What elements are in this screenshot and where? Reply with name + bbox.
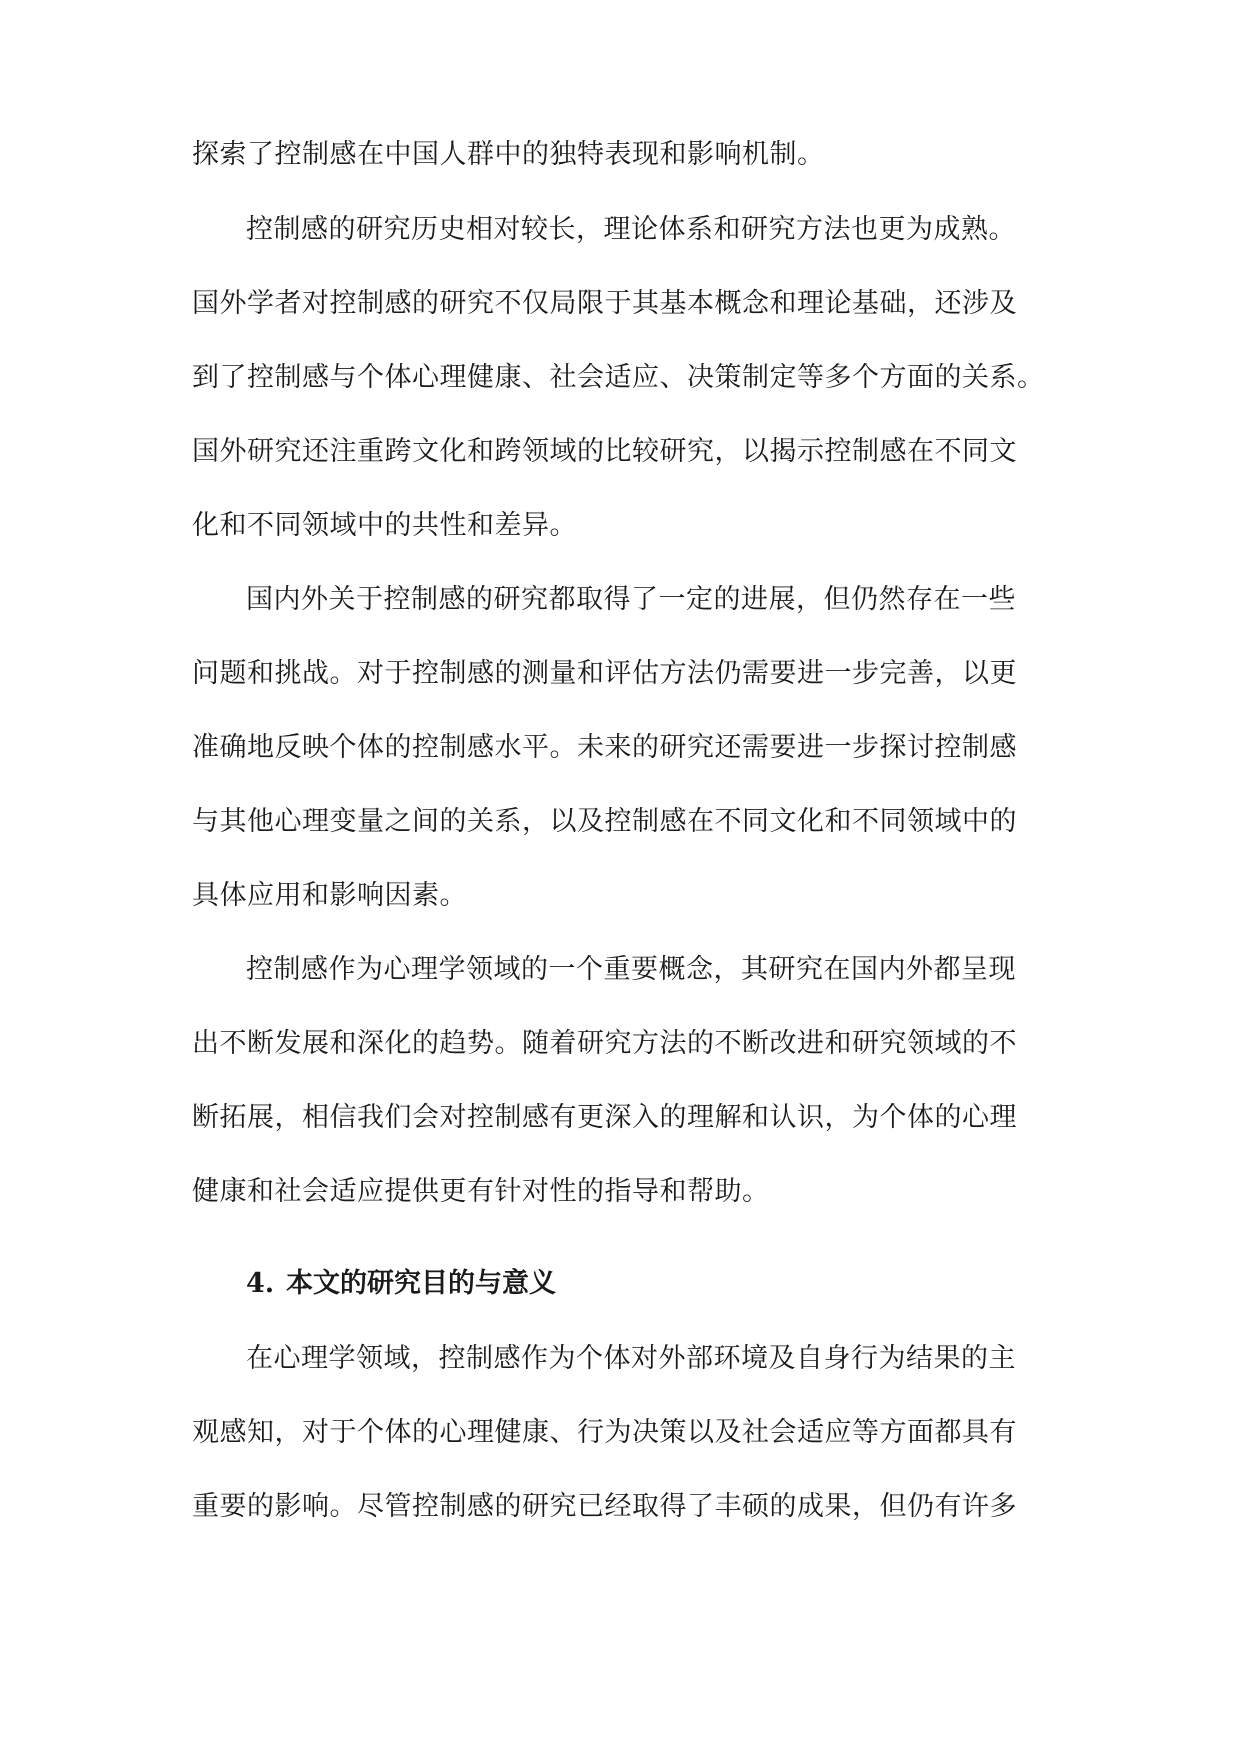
paragraph-line: 准确地反映个体的控制感水平。未来的研究还需要进一步探讨控制感 — [192, 732, 1017, 763]
paragraph-line: 国外研究还注重跨文化和跨领域的比较研究，以揭示控制感在不同文 — [192, 436, 1017, 467]
paragraph-line: 国内外关于控制感的研究都取得了一定的进展，但仍然存在一些 — [246, 584, 1016, 615]
paragraph-line: 与其他心理变量之间的关系，以及控制感在不同文化和不同领域中的 — [192, 806, 1017, 837]
paragraph-line: 控制感作为心理学领域的一个重要概念，其研究在国内外都呈现 — [246, 954, 1016, 985]
paragraph-line: 重要的影响。尽管控制感的研究已经取得了丰硕的成果，但仍有许多 — [192, 1491, 1017, 1522]
paragraph-line: 到了控制感与个体心理健康、社会适应、决策制定等多个方面的关系。 — [192, 362, 1045, 393]
paragraph-line: 国外学者对控制感的研究不仅局限于其基本概念和理论基础，还涉及 — [192, 288, 1017, 319]
paragraph-line: 化和不同领域中的共性和差异。 — [192, 510, 577, 541]
paragraph-line: 探索了控制感在中国人群中的独特表现和影响机制。 — [192, 139, 825, 170]
paragraph-line: 健康和社会适应提供更有针对性的指导和帮助。 — [192, 1176, 770, 1207]
section-title: 本文的研究目的与意义 — [286, 1268, 556, 1299]
paragraph-line: 断拓展，相信我们会对控制感有更深入的理解和认识，为个体的心理 — [192, 1102, 1017, 1133]
paragraph-line: 具体应用和影响因素。 — [192, 880, 467, 911]
paragraph-line: 在心理学领域，控制感作为个体对外部环境及自身行为结果的主 — [246, 1343, 1016, 1374]
paragraph-line: 观感知，对于个体的心理健康、行为决策以及社会适应等方面都具有 — [192, 1417, 1017, 1448]
section-heading — [246, 1266, 556, 1302]
paragraph-line: 出不断发展和深化的趋势。随着研究方法的不断改进和研究领域的不 — [192, 1028, 1017, 1059]
section-number: 4. — [246, 1268, 275, 1299]
paragraph-line: 控制感的研究历史相对较长，理论体系和研究方法也更为成熟。 — [246, 214, 1016, 245]
paragraph-line: 问题和挑战。对于控制感的测量和评估方法仍需要进一步完善，以更 — [192, 658, 1017, 689]
